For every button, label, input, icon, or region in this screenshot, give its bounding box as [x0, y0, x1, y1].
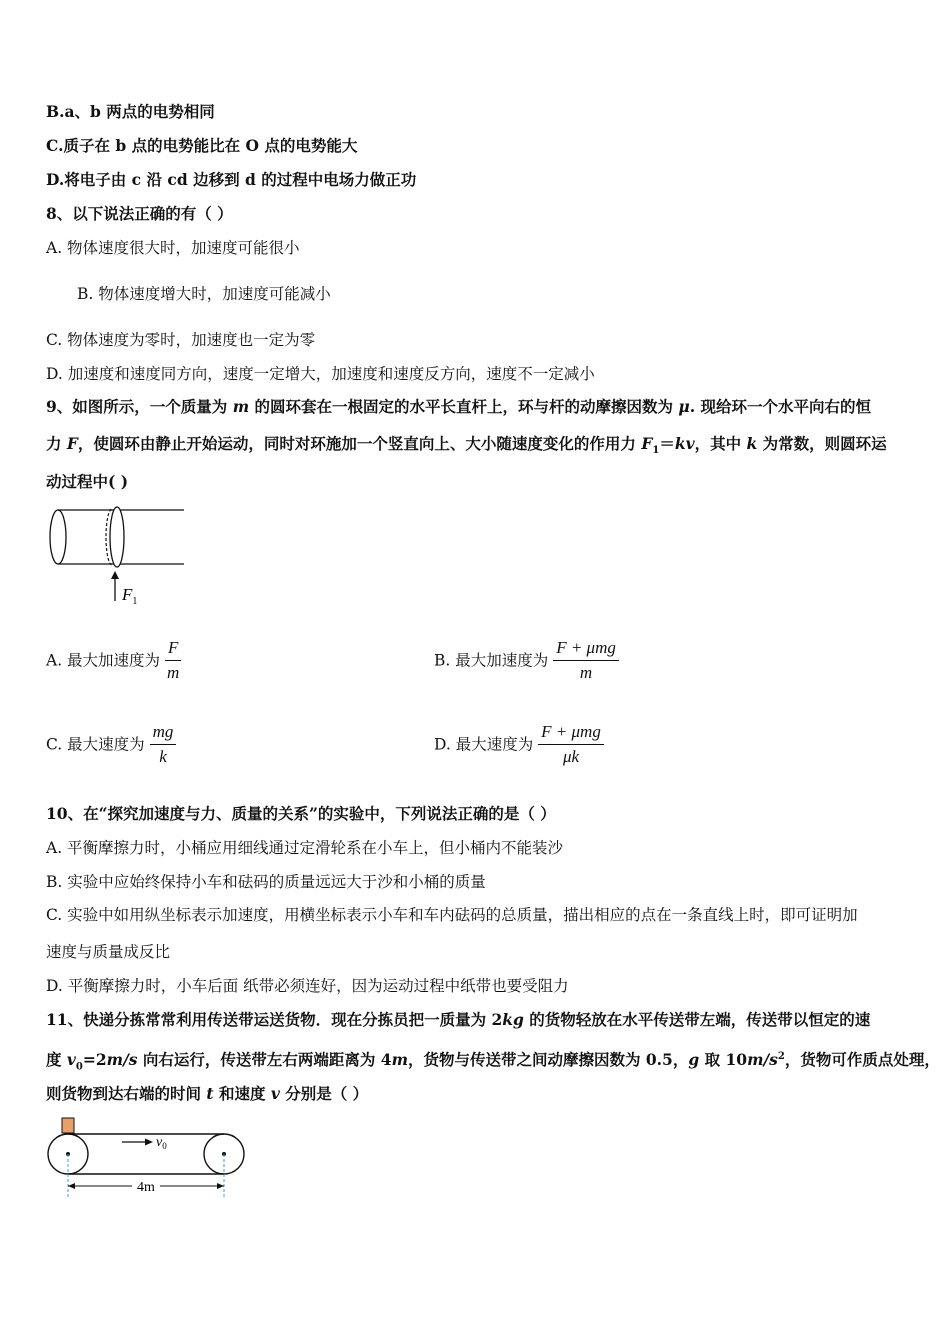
q9-stem-line3: 动过程中( ): [46, 472, 129, 491]
q9-option-b-fraction: $\frac{\text{F + μmg}}{m}$: [553, 638, 619, 683]
q7-option-d: D.将电子由 c 沿 cd 边移到 d 的过程中电场力做正功: [46, 170, 417, 189]
q10-option-b: B. 实验中应始终保持小车和砝码的质量远远大于沙和小桶的质量: [46, 873, 486, 891]
q10-option-d: D. 平衡摩擦力时，小车后面 纸带必须连好，因为运动过程中纸带也要受阻力: [46, 977, 569, 995]
velocity-label: $v_0$: [156, 1135, 167, 1151]
conveyor-belt-figure: [44, 1114, 254, 1202]
q8-option-c: C. 物体速度为零时，加速度也一定为零: [46, 331, 316, 349]
q9-option-d: D. 最大速度为 $\frac{\text{F + μmg}}{\mu k}$: [434, 722, 604, 767]
ring-front: [110, 507, 124, 567]
ring-on-rod-figure: [44, 503, 194, 608]
q10-option-c-line1: C. 实验中如用纵坐标表示加速度，用横坐标表示小车和车内砝码的总质量，描出相应的点在一条直线上时，即可证明加: [46, 906, 858, 924]
q7-option-b: B.a、b 两点的电势相同: [46, 102, 215, 121]
distance-arrowhead-right: [217, 1183, 224, 1189]
distance-label: 4m: [137, 1180, 155, 1195]
q8-option-b: B. 物体速度增大时，加速度可能减小: [77, 285, 331, 303]
force-f1-arrowhead: [111, 571, 119, 579]
q8-stem: 8、以下说法正确的有（ ）: [46, 204, 233, 223]
q9-option-c-fraction: $\frac{mg}{k}$: [150, 722, 177, 767]
velocity-arrowhead: [145, 1139, 153, 1146]
q11-stem-line2: 度 $v_0=2m/s$ 向右运行，传送带左右两端距离为 4m，货物与传送带之间动摩擦因数为 0.5，g 取 $10m/s^2$，货物可作质点处理，: [46, 1050, 940, 1073]
q9-option-d-fraction: $\frac{\text{F + μmg}}{\mu k}$: [538, 722, 604, 767]
q7-option-c: C.质子在 b 点的电势能比在 O 点的电势能大: [46, 136, 358, 155]
q10-stem: 10、在“探究加速度与力、质量的关系”的实验中，下列说法正确的是（ ）: [46, 804, 556, 823]
q10-option-c-line2: 速度与质量成反比: [46, 943, 171, 961]
q11-stem-line3: 则货物到达右端的时间 t 和速度 v 分别是（ ）: [46, 1084, 369, 1103]
q11-stem-line1: 11、快递分拣常常利用传送带运送货物．现在分拣员把一质量为 2kg 的货物轻放在水平传送带左端，传送带以恒定的速: [46, 1010, 871, 1029]
q10-option-a: A. 平衡摩擦力时，小桶应用细线通过定滑轮系在小车上，但小桶内不能装沙: [46, 839, 564, 857]
q8-option-d: D. 加速度和速度同方向，速度一定增大，加速度和速度反方向，速度不一定减小: [46, 365, 595, 383]
q8-option-a: A. 物体速度很大时，加速度可能很小: [46, 239, 300, 257]
q9-option-c: C. 最大速度为 $\frac{mg}{k}$: [46, 722, 176, 767]
force-f1-label: $F_1$: [122, 585, 138, 607]
q9-option-a-fraction: $\frac{F}{m}$: [165, 638, 181, 683]
cargo-box: [62, 1118, 74, 1133]
q9-stem-line2: 力 F，使圆环由静止开始运动，同时对环施加一个竖直向上、大小随速度变化的作用力 $F_1=kv$，其中 k 为常数，则圆环运: [46, 434, 887, 457]
q9-stem-line1: 9、如图所示，一个质量为 m 的圆环套在一根固定的水平长直杆上，环与杆的动摩擦因数为 μ. 现给环一个水平向右的恒: [46, 397, 872, 416]
distance-arrowhead-left: [68, 1183, 75, 1189]
q9-option-b: B. 最大加速度为 $\frac{\text{F + μmg}}{m}$: [434, 638, 619, 683]
q9-option-a: A. 最大加速度为 $\frac{F}{m}$: [46, 638, 181, 683]
rod-end: [50, 510, 66, 564]
